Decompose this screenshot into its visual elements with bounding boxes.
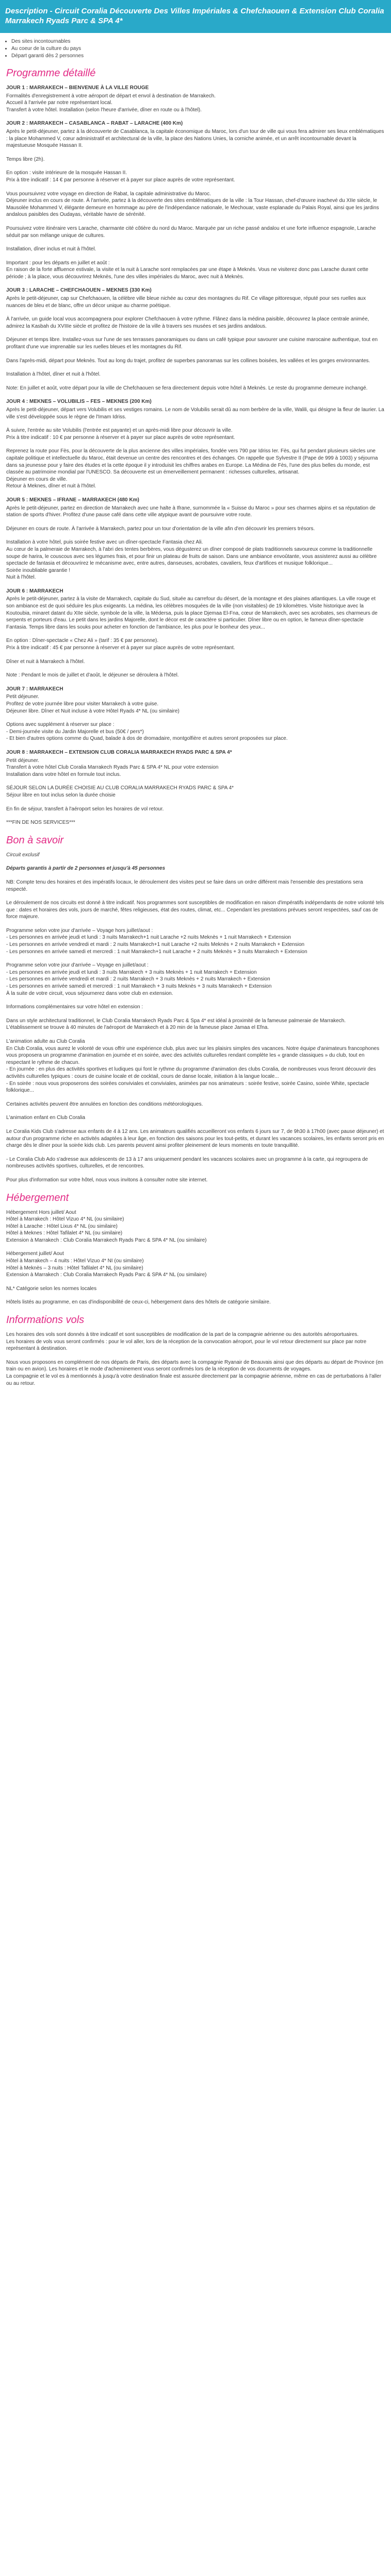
bon-savoir-content: [0, 852, 391, 1184]
day-text-line: SÉJOUR SELON LA DURÉE CHOISIE AU CLUB CORALIA MARRAKECH RYADS PARC & SPA 4*: [6, 785, 234, 791]
bon-savoir-paragraph: [6, 927, 385, 955]
day-text-paragraph: [6, 336, 385, 350]
bon-savoir-paragraph: [6, 962, 385, 997]
day-block: [6, 686, 385, 742]
day-text-paragraph: [6, 170, 385, 183]
day-text-paragraph: [6, 672, 385, 679]
bon-savoir-line: En Club Coralia, vous aurez le volonté de vous offrir une expérience club, plus avec sur les plaisirs simples des vacances. Notre équipe d'animateurs francophones vous proposera un programme d'animation en journée et en soirée, avec des activités culturelles rendant complète les « grande classiques » du club, tout en respectant le rythme de chacun.: [6, 1045, 380, 1065]
highlight-item: • Au coeur de la culture du pays: [11, 45, 391, 52]
bon-savoir-line: Dans un style architectural traditionnel, le Club Coralia Marrakech Ryads Parc & Spa 4* est idéal à proximité de la fameuse palmeraie de Marrakech.: [6, 1018, 346, 1024]
day-block: [6, 287, 385, 392]
bon-savoir-text: [6, 879, 385, 1184]
day-text-line: À suivre, l'entrée au site Volubilis (l'entrée est payante) et un après-midi libre pour découvrir la ville.: [6, 428, 233, 434]
day-text-paragraph: [6, 406, 385, 420]
bon-savoir-line: - Les personnes en arrivée vendredi et mardi : 2 nuits Marrakech + 3 nuits Meknès + 2 nuits Marrakech + Extension: [6, 976, 270, 982]
day-text-line: Déjeuner libre. Dîner et Nuit incluse à votre Hôtel Ryads 4* NL (ou similaire): [6, 708, 180, 714]
programme-content: [0, 84, 391, 826]
page-title: Description - Circuit Coralia Découverte Des Villes Impériales & Chefchaouen & Extension Club Coralia Marrakech Ryads Parc & SPA 4*: [5, 7, 384, 25]
day-text-line: En raison de la forte affluence estivale, la visite et la nuit à Larache sont remplacées par une étape à Meknès. Vous ne visiterez donc pas Larache durant cette période ; à la place, vous découvrirez Meknès, l'une des villes impériales du Maroc, avec nuit à Meknès.: [6, 267, 368, 280]
day-text-line: Déjeuner en cours de route. À l'arrivée à Marrakech, partez pour un tour d'orientation de la ville afin d'en découvrir les premiers trésors.: [6, 526, 315, 532]
day-text-paragraph: [6, 806, 385, 813]
hebergement-line: Hébergement juillet/ Aout: [6, 1251, 64, 1257]
bon-savoir-line: Programme selon votre jour d'arrivée – Voyage en juillet/aout :: [6, 962, 149, 969]
day-text-paragraph: [6, 191, 385, 218]
bon-savoir-line: Programme selon votre jour d'arrivée – Voyage hors juillet/aout :: [6, 927, 153, 934]
day-text-line: Transfert à votre hôtel. Installation (selon l'heure d'arrivée, dîner en route ou à l'hôtel).: [6, 107, 202, 113]
bon-savoir-paragraph: [6, 1018, 385, 1031]
day-text-line: Après le petit-déjeuner, partez à la découverte de Casablanca, la capitale économique du Maroc, lors d'un tour de ville qui vous fera admirer ses lieux emblématiques : la place Mohammed V, cœur administratif et architectural de la ville, la place des Nations Unies, la corniche animée, et un arrêt incontournable devant la majestueuse Mosquée Hassan II.: [6, 128, 384, 149]
day-text-paragraph: [6, 596, 385, 631]
bon-savoir-paragraph: [6, 1128, 385, 1149]
infos-vols-text: [6, 1331, 385, 1387]
day-text-line: Note : Pendant le mois de juillet et d'août, le déjeuner se déroulera à l'hôtel.: [6, 672, 179, 679]
day-text-line: Prix à titre indicatif : 45 € par personne à réserver et à payer sur place auprès de votre représentant.: [6, 645, 235, 651]
day-text-paragraph: [6, 539, 385, 581]
day-text-line: Note: En juillet et août, votre départ pour la ville de Chefchaouen se fera directement depuis votre hôtel à Meknès. Le reste du programme demeure inchangé.: [6, 385, 368, 391]
days-list: [6, 84, 385, 826]
day-text-line: Prix à titre indicatif : 10 € par personne à réserver et à payer sur place auprès de votre représentant.: [6, 434, 235, 440]
highlights-list: [0, 38, 391, 59]
day-text-line: En option : Dîner-spectacle « Chez Ali » (tarif : 35 € par personne).: [6, 638, 159, 644]
hebergement-line: NL* Catégorie selon les normes locales: [6, 1285, 97, 1292]
infos-vols-paragraph: [6, 1359, 385, 1387]
hebergement-line: Hôtel à Meknès – 3 nuits : Hôtel Tafilalet 4* NL (ou similaire): [6, 1265, 143, 1271]
bon-savoir-line: Pour plus d'information sur votre hôtel, nous vous invitons à consulter notre site internet.: [6, 1177, 208, 1183]
day-text-paragraph: [6, 225, 385, 239]
day-text-paragraph: [6, 371, 385, 378]
day-text-paragraph: [6, 693, 385, 715]
hebergement-paragraph: [6, 1299, 385, 1306]
day-block: [6, 120, 385, 280]
hebergement-line: Hébergement Hors juillet/ Aout: [6, 1209, 76, 1215]
day-text-paragraph: [6, 358, 385, 365]
day-text-line: Important : pour les départs en juillet et août :: [6, 260, 110, 266]
day-text-paragraph: [6, 295, 385, 309]
day-text-line: Petit déjeuner.: [6, 694, 39, 700]
day-text-paragraph: [6, 637, 385, 651]
bon-savoir-paragraph: [6, 1156, 385, 1170]
hebergement-line: Hôtel à Marrakech : Hôtel Vizuo 4* NL (ou similaire): [6, 1216, 124, 1223]
bon-savoir-line: L'établissement se trouve à 40 minutes de l'aéroport de Marrakech et à 20 min de la fameuse place Jamaa el Efna.: [6, 1025, 269, 1031]
day-text-line: Vous poursuivrez votre voyage en direction de Rabat, la capitale administrative du Maroc.: [6, 191, 211, 197]
bon-savoir-line: NB: Compte tenu des horaires et des impératifs locaux, le déroulement des visites peut se faire dans un ordre différent mais l'ensemble des prestations sera respecté.: [6, 879, 363, 892]
day-title: JOUR 5 : MEKNES – IFRANE – MARRAKECH (480 Km): [6, 497, 139, 503]
day-title: JOUR 6 : MARRAKECH: [6, 588, 63, 594]
bon-savoir-line: Le déroulement de nos circuits est donné à titre indicatif. Nos programmes sont susceptibles de modification en raison d'impératifs indépendants de notre volonté tels que : dates et horaires des vols, jours de marché, fêtes religieuses, état des routes, climat, etc... Cependant les prestations prévues seront respectées, sauf cas de force majeure.: [6, 900, 384, 920]
day-text-line: Déjeuner et temps libre. Installez-vous sur l'une de ses terrasses panoramiques ou dans un café typique pour savourer une cuisine marocaine authentique, tout en profitant d'une vue imprenable sur les ruelles bleues et les montagnes du Rif.: [6, 337, 378, 350]
bon-savoir-line: Certaines activités peuvent être annulées en fonction des conditions météorologiques.: [6, 1101, 203, 1107]
header: [0, 0, 391, 33]
infos-vols-line: Les horaires de vols vous seront confirmés : pour le vol aller, lors de la réception de la convocation aéroport, pour le vol retour directement sur place par notre représentant à destination.: [6, 1338, 367, 1352]
day-text-line: - Demi-journée visite du Jardin Majorelle et bus (50€ / pers*): [6, 728, 144, 735]
day-text-line: Accueil à l'arrivée par notre représentant local.: [6, 100, 112, 106]
infos-vols-paragraph: [6, 1331, 385, 1352]
day-text-line: Après le petit-déjeuner, départ vers Volubilis et ses vestiges romains. Le nom de Volubilis serait dû au nom berbère de la ville, Walili, qui désigne la fleur de laurier. La ville s'est développée sous le règne de l'Imam Idriss.: [6, 407, 384, 420]
bon-savoir-paragraph: [6, 900, 385, 921]
infos-vols-line: La compagnie et le vol es à mentionnés à jusqu'à votre destination finale est assurée directement par la compagnie aérienne, même en cas de perturbations à l'aller ou au retour.: [6, 1374, 382, 1386]
day-text-line: Options avec supplément à réserver sur place :: [6, 722, 115, 728]
day-title: JOUR 1 : MARRAKECH – BIENVENUE À LA VILLE ROUGE: [6, 85, 149, 91]
hebergement-paragraph: [6, 1285, 385, 1293]
section-infos-vols-title: Informations vols: [6, 1314, 85, 1326]
bon-savoir-paragraph: [6, 1038, 385, 1094]
bon-savoir-line: - En soirée : nous vous proposerons des soirées conviviales et conviviales, animées par nos animateurs : soirée festive, soirée Casino, soirée White, spectacle folklorique...: [6, 1080, 369, 1094]
day-block: [6, 84, 385, 113]
day-text-paragraph: [6, 526, 385, 533]
bon-savoir-label: Circuit exclusif: [6, 852, 40, 858]
bon-savoir-line: - Les personnes en arrivée samedi et mercredi : 1 nuit Marrakech + 3 nuits Meknès + 3 nuits Marrakech + Extension: [6, 984, 272, 990]
day-text-line: Nuit à l'hôtel.: [6, 574, 36, 581]
highlight-item: • Départ garanti dès 2 personnes: [11, 53, 391, 59]
day-text-line: Prix à titre indicatif : 14 € par personne à réserver et à payer sur place auprès de votre représentant.: [6, 177, 235, 183]
hebergement-line: Extension à Marrakech : Club Coralia Marrakech Ryads Parc & SPA 4* NL (ou similaire): [6, 1272, 207, 1278]
day-text-line: Soirée inoubliable garantie !: [6, 567, 70, 573]
bon-savoir-line: À la suite de votre circuit, vous séjournerez dans votre club en extension.: [6, 990, 173, 996]
section-programme-title: Programme détaillé: [6, 67, 96, 79]
bon-savoir-line: Le Coralia Kids Club s'adresse aux enfants de 4 à 12 ans. Les animateurs qualifiés accueilleront vos enfants 6 jours sur 7, de 9h30 à 17h00 (avec pause déjeuner) et autour d'un programme riche en activités adaptées à leur âge, en fonction des saisons pour les tout-petits, et durant les vacances scolaires, les enfants seront pris en charge dès le dîner pour la soirée kids club. Les parents peuvent ainsi profiter pleinement de leurs moments en toute tranquillité.: [6, 1128, 384, 1149]
hebergement-line: Hôtels listés au programme, en cas d'indisponibilité de ceux-ci, hébergement dans des hôtels de catégorie similaire.: [6, 1299, 271, 1306]
day-text-line: Profitez de votre journée libre pour visiter Marrakech à votre guise.: [6, 701, 159, 707]
day-text-paragraph: [6, 260, 385, 281]
bon-savoir-line: L'animation adulte au Club Coralia: [6, 1039, 85, 1044]
hebergement-paragraph: [6, 1209, 385, 1244]
day-text-line: Poursuivez votre itinéraire vers Larache, charmante cité côtière du nord du Maroc. Marquée par un riche passé andalou et une forte influence espagnole, Larache séduit par son mélange unique de cultures.: [6, 225, 376, 239]
day-text-line: Installation, dîner inclus et nuit à l'hôtel.: [6, 246, 96, 252]
day-text-paragraph: [6, 385, 385, 392]
day-text-line: À l'arrivée, un guide local vous accompagnera pour explorer Chefchaouen à votre rythme. Flânez dans la médina paisible, découvrez la place centrale animée, admirez la Kasbah du XVIIIe siècle et profitez de l'histoire de la ville à travers ses musées et ses jardins andalous.: [6, 316, 369, 329]
hebergement-text: [6, 1209, 385, 1307]
infos-vols-line: Les horaires des vols sont donnés à titre indicatif et sont susceptibles de modification de la part de la compagnie aérienne ou des autorités aéroportuaires.: [6, 1332, 359, 1338]
day-text-line: Au cœur de la palmeraie de Marrakech, à l'abri des tentes berbères, vous dégusterez un dîner composé de plats traditionnels savoureux comme la traditionnelle soupe de harira, le couscous avec ses légumes frais, et pour finir un plateau de fruits de saison. Dans une ambiance envoûtante, vous assisterez aussi au célèbre spectacle de fantasia et découvrirez le mécanisme avec, entre autres, danseuses, acrobates, cavaliers, feux d'artifices et musique folklorique...: [6, 546, 377, 567]
day-text-line: Après le petit-déjeuner, partez à la visite de Marrakech, capitale du Sud, située au carrefour du désert, de la montagne et des plaines atlantiques. La ville rouge et son ambiance est de quoi séduire les plus exigeants. La médina, les célèbres mosquées de la ville (non visitables) de 19 kilomètres. Visite historique avec la Koutoubia, minaret datant du XIIe siècle, symbole de la ville, la Médersa, puis la place Djemaa El-Fna, cœur de Marrakech, avec ses acrobates, ses charmeurs de serpents et porteurs d'eau. Le petit dans les jardins Majorelle, dont le décor est de caractère si particulier. Dîner libre ou en option, le fameux dîner-spectacle Fantasia. Temps libre dans les souks pour acheter en fonction de l'ambiance, les plus pour le bonheur des yeux...: [6, 596, 378, 630]
day-text-line: En option : visite intérieure de la mosquée Hassan II.: [6, 170, 127, 176]
day-text-line: ***FIN DE NOS SERVICES***: [6, 820, 75, 826]
highlight-item: • Des sites incontournables: [11, 38, 391, 45]
hebergement-content: [0, 1209, 391, 1307]
day-text-line: Retour à Meknes, dîner et nuit à l'hôtel.: [6, 483, 96, 489]
bon-savoir-paragraph: [6, 879, 385, 893]
day-text-line: Déjeuner inclus en cours de route. À l'arrivée, partez à la découverte des sites emblématiques de la ville : la Tour Hassan, chef-d'œuvre inachevé du XIIe siècle, le Mausolée Mohammed V, élégante demeure en hommage au père de l'indépendance nationale, le Mechouar, vaste esplanade du Palais Royal, ainsi que les jardins andalous paisibles des Oudayas, véritable havre de sérénité.: [6, 198, 379, 218]
day-text-line: Installation à votre hôtel, puis soirée festive avec un dîner-spectacle Fantasia chez Ali.: [6, 539, 203, 546]
bon-savoir-paragraph: [6, 1004, 385, 1011]
day-title: JOUR 8 : MARRAKECH – EXTENSION CLUB CORALIA MARRAKECH RYADS PARC & SPA 4*: [6, 749, 232, 755]
hebergement-line: Hôtel à Marrakech – 4 nuits : Hôtel Vizuo 4* NI (ou similaire): [6, 1258, 144, 1264]
day-text-paragraph: [6, 785, 385, 799]
day-text-paragraph: [6, 721, 385, 742]
hebergement-line: Hôtel à Meknes : Hôtel Tafilalet 4* NL (ou similaire): [6, 1230, 123, 1236]
bon-savoir-line: - Le Coralia Club Ado s'adresse aux adolescents de 13 à 17 ans uniquement pendant les vacances scolaires avec un programme à la carte, qui regroupera de nombreuses activités sportives, culturelles, et de rencontres.: [6, 1156, 368, 1170]
day-text-paragraph: [6, 156, 385, 163]
day-text-paragraph: [6, 505, 385, 519]
day-text-line: Après le petit-déjeuner, cap sur Chefchaouen, la célèbre ville bleue nichée au cœur des montagnes du Rif. Ce village pittoresque, réputé pour ses ruelles aux nuances de bleu et de blanc, offre un décor unique au charme poétique.: [6, 296, 366, 309]
day-text-line: Dîner et nuit à Marrakech à l'hôtel.: [6, 658, 85, 665]
day-text-line: Reprenez la route pour Fès, pour la découverte de la plus ancienne des villes impériales, fondée vers 790 par Idriss Ier. Fès, qui fut pendant plusieurs siècles une capitale politique et intellectuelle du Maroc, était devenue un centre des rencontres et des échanges. On rappelle que Sylvestre II (Pape de 999 à 1003) y séjourna dans sa jeunesse pour y faire des études et la cette époque il y introduisit les chiffres arabes en Europe. La Médina de Fès, l'une des plus belles du monde, est classée au patrimoine mondial par l'UNESCO. Sa découverte est un émerveillement permanent : richesses culturelles, artisanat.: [6, 448, 378, 476]
day-block: [6, 749, 385, 826]
day-text-paragraph: [6, 757, 385, 778]
day-title: JOUR 3 : LARACHE – CHEFCHAOUEN – MEKNES (330 Km): [6, 287, 152, 294]
day-text-paragraph: [6, 316, 385, 330]
infos-vols-content: [0, 1331, 391, 1387]
day-text-paragraph: [6, 658, 385, 666]
day-block: [6, 588, 385, 679]
section-hebergement-title: Hébergement: [6, 1192, 69, 1204]
day-text-paragraph: [6, 128, 385, 149]
day-text-line: Après le petit-déjeuner, partez en direction de Marrakech avec une halte à Ifrane, surnommée la « Suisse du Maroc » pour ses charmes alpins et sa réputation de station de sports d'hiver. Profitez d'une pause café dans cette ville atypique avant de poursuivre votre route.: [6, 505, 376, 518]
day-title: JOUR 7 : MARRAKECH: [6, 686, 63, 692]
day-text-line: Temps libre (2h).: [6, 156, 45, 162]
day-text-paragraph: [6, 246, 385, 253]
hebergement-paragraph: [6, 1250, 385, 1278]
bon-savoir-paragraph: [6, 1177, 385, 1184]
day-block: [6, 398, 385, 490]
day-text-line: Transfert à votre hôtel Club Coralia Marrakech Ryads Parc & SPA 4* NL pour votre extension: [6, 765, 219, 771]
section-bon-savoir-title: Bon à savoir: [6, 834, 64, 846]
day-text-line: Petit déjeuner.: [6, 757, 39, 764]
bon-savoir-line: - Les personnes en arrivée jeudi et lundi : 3 nuits Marrakech + 3 nuits Meknès + 1 nuit Marrakech + Extension: [6, 969, 257, 975]
day-text-paragraph: [6, 448, 385, 490]
bon-savoir-line: - Les personnes en arrivée vendredi et mardi : 2 nuits Marrakech+1 nuit Larache +2 nuits Meknès + 2 nuits Marrakech + Extension: [6, 942, 305, 948]
bon-savoir-paragraph: [6, 1114, 385, 1122]
day-text-line: Installation à l'hôtel, dîner et nuit à l'hôtel.: [6, 371, 101, 378]
day-text-line: Formalités d'enregistrement à votre aéroport de départ et envol à destination de Marrakech.: [6, 93, 216, 99]
hebergement-line: Hôtel à Larache : Hôtel Lixus 4* NL (ou similaire): [6, 1223, 118, 1229]
bon-savoir-warning: Départs garantis à partir de 2 personnes et jusqu'à 45 personnes: [6, 866, 166, 872]
bon-savoir-line: L'animation enfant en Club Coralia: [6, 1115, 86, 1121]
bon-savoir-line: Informations complémentaires sur votre hôtel en extension :: [6, 1004, 143, 1010]
day-title: JOUR 4 : MEKNES – VOLUBILIS – FES – MEKNES (200 Km): [6, 399, 152, 405]
day-text-paragraph: [6, 427, 385, 441]
day-title: JOUR 2 : MARRAKECH – CASABLANCA – RABAT – LARACHE (400 Km): [6, 121, 183, 127]
bon-savoir-line: - En journée : en plus des activités sportives et ludiques qui font le rythme du programme d'animation des clubs Coralia, de nombreuses vous feront découvrir des activités culturelles typiques : cours de cuisine locale et de cocktail, cours de danse locale, initiation à la langue locale...: [6, 1066, 376, 1079]
day-text-line: Déjeuner en cours de ville.: [6, 476, 68, 482]
bon-savoir-paragraph: [6, 1101, 385, 1108]
day-text-paragraph: [6, 93, 385, 114]
day-text-paragraph: [6, 819, 385, 826]
day-text-line: Dans l'après-midi, départ pour Meknès. Tout au long du trajet, profitez de superbes panoramas sur les collines boisées, les vallées et les gorges environnantes.: [6, 358, 370, 364]
hebergement-line: Extension à Marrakech : Club Coralia Marrakech Ryads Parc & SPA 4* NL (ou similaire): [6, 1237, 207, 1243]
day-text-line: Installation dans votre hôtel en formule tout inclus.: [6, 771, 121, 777]
infos-vols-line: Nous vous proposons en complément de nos départs de Paris, des départs avec la compagnie Ryanair de Beauvais ainsi que des départs au départ de Province (en train ou en avion). Les horaires et le mode d'acheminement vous seront confirmés lors de la réception de vos documents de voyages.: [6, 1359, 383, 1372]
day-block: [6, 497, 385, 581]
bon-savoir-line: - Les personnes en arrivée jeudi et lundi : 3 nuits Marrakech+1 nuit Larache +2 nuits Meknès + 1 nuit Marrakech + Extension: [6, 935, 291, 941]
day-text-line: - Et bien d'autres options comme du Quad, balade à dos de dromadaire, montgolfière et autres seront proposées sur place.: [6, 736, 288, 742]
day-text-line: En fin de séjour, transfert à l'aéroport selon les horaires de vol retour.: [6, 806, 164, 812]
day-text-line: Séjour libre en tout inclus selon la durée choisie: [6, 792, 116, 798]
bon-savoir-line: - Les personnes en arrivée samedi et mercredi : 1 nuit Marrakech+1 nuit Larache + 2 nuits Meknès + 3 nuits Marrakech + Extension: [6, 948, 307, 955]
